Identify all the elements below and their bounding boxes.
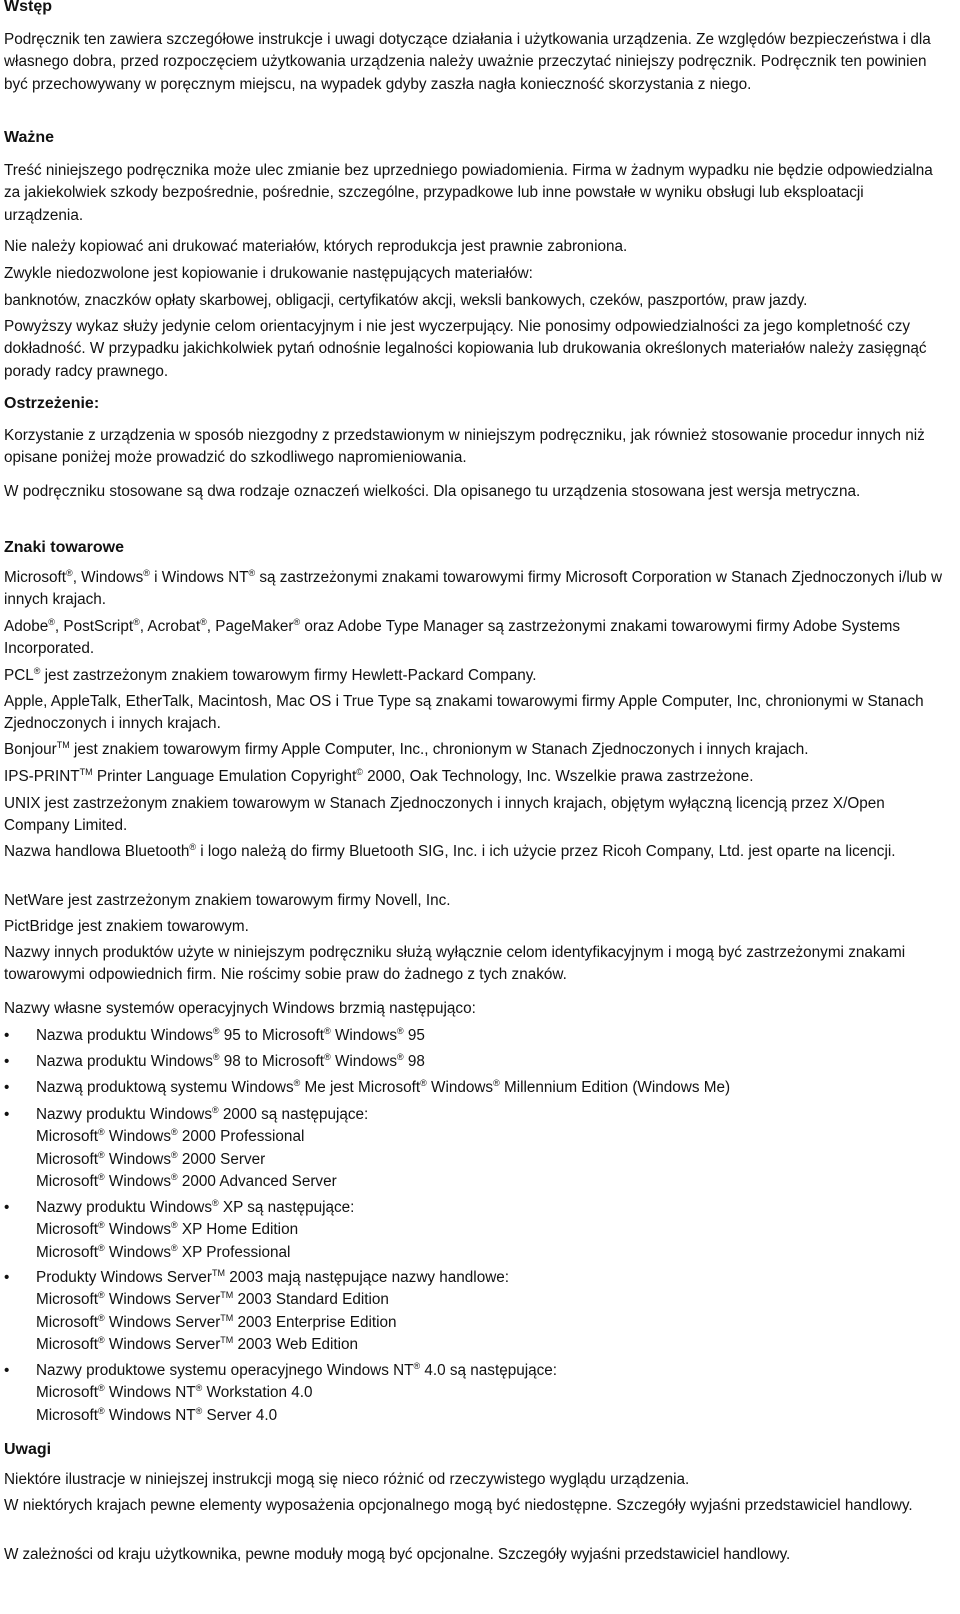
trademark-apple: Apple, AppleTalk, EtherTalk, Macintosh, Mac OS i True Type są znakami towarowymi firmy Apple Computer, Inc, chronionymi w Stanach Zjednoczonych i innych krajach. [4,693,924,733]
paragraph-wazne-3: Zwykle niedozwolone jest kopiowanie i drukowanie następujących materiałów: [4,265,533,282]
heading-wstep: Wstęp [4,0,52,15]
paragraph-uwagi-1: Niektóre ilustracje w niniejszej instrukcji mogą się nieco różnić od rzeczywistego wyglądu urządzenia. [4,1471,690,1488]
registered-mark: ® [133,617,140,627]
trademark-ips-print: IPS-PRINT™ Printer Language Emulation Copyright© 2000, Oak Technology, Inc. Wszelkie prawa zastrzeżone. [4,767,754,785]
trademark-pictbridge: PictBridge jest znakiem towarowym. [4,918,249,935]
copyright-mark: © [356,767,363,777]
registered-mark: ® [200,617,207,627]
windows-names-intro: Nazwy własne systemów operacyjnych Windows brzmią następująco: [4,1000,476,1017]
registered-mark: ® [248,568,256,578]
registered-mark: ® [189,842,197,852]
registered-mark: ® [48,617,55,627]
heading-uwagi: Uwagi [4,1441,52,1458]
registered-mark: ® [143,568,150,578]
bullet: • [4,1362,10,1379]
paragraph-ostrzezenie-2: W podręczniku stosowane są dwa rodzaje oznaczeń wielkości. Dla opisanego tu urządzenia stosowana jest wersja metryczna. [4,483,861,500]
trademark-mark: TM [79,767,93,777]
paragraph-ostrzezenie-1: Korzystanie z urządzenia w sposób niezgodny z przedstawionym w niniejszym podręczniku, jak również stosowanie procedur innych niż opisane poniżej może prowadzić do szkodliwego napromieniowania. [4,427,925,467]
heading-znaki-towarowe: Znaki towarowe [4,539,125,556]
trademark-mark: TM [56,740,70,750]
trademark-bonjour: Bonjour™ jest znakiem towarowym firmy Apple Computer, Inc., chronionym w Stanach Zjednoczonych i innych krajach. [4,740,809,758]
bullet: • [4,1106,10,1123]
trademark-other-products: Nazwy innych produktów użyte w niniejszym podręczniku służą wyłącznie celom identyfikacyjnym i mogą być zastrzeżonymi znakami towarowymi odpowiednich firm. Nie rościmy sobie praw do żadnego z tych znaków. [4,944,906,984]
trademark-netware: NetWare jest zastrzeżonym znakiem towarowym firmy Novell, Inc. [4,892,451,909]
trademark-microsoft: Microsoft®, Windows® i Windows NT® są zastrzeżonymi znakami towarowymi firmy Microsoft Corporation w Stanach Zjednoczonych i/lub w innych krajach. [4,568,943,609]
paragraph-wazne-2: Nie należy kopiować ani drukować materiałów, których reprodukcja jest prawnie zabroniona. [4,238,628,255]
paragraph-uwagi-2: W niektórych krajach pewne elementy wyposażenia opcjonalnego mogą być niedostępne. Szczegóły wyjaśni przedstawiciel handlowy. [4,1497,913,1514]
document-page: Wstęp Podręcznik ten zawiera szczegółowe instrukcje i uwagi dotyczące działania i użytkowania urządzenia. Ze względów bezpieczeństwa i dla własnego dobra, przed rozpoczęciem użytkowania urządzenia należy uważnie przeczytać niniejszy podręcznik. Podręcznik ten powinien być przechowywany w poręcznym miejscu, na wypadek gdyby zaszła nagła konieczność skorzystania z niego. Ważne Treść niniejszego podręcznika może ulec zmianie bez uprzedniego powiadomienia. Firma w żadnym wypadku nie będzie odpowiedzialna za jakiekolwiek szkody bezpośrednie, pośrednie, szczególne, przypadkowe lub inne powstałe w wyniku obsługi lub eksploatacji urządzenia. Nie należy kopiować ani drukować materiałów, których reprodukcja jest prawnie zabroniona. Zwykle niedozwolone jest kopiowanie i drukowanie następujących materiałów: banknotów, znaczków opłaty skarbowej, obligacji, certyfikatów akcji, weksli bankowych, czeków, paszportów, praw jazdy. Powyższy wykaz służy jedynie celom orientacyjnym i nie jest wyczerpujący. Nie ponosimy odpowiedzialności za jego kompletność czy dokładność. W przypadku jakichkolwiek pytań odnośnie legalności kopiowania lub drukowania określonych materiałów należy zasięgnąć porady radcy prawnego. Ostrzeżenie: Korzystanie z urządzenia w sposób niezgodny z przedstawionym w niniejszym podręczniku, jak również stosowanie procedur innych niż opisane poniżej może prowadzić do szkodliwego napromieniowania. W podręczniku stosowane są dwa rodzaje oznaczeń wielkości. Dla opisanego tu urządzenia stosowana jest wersja metryczna. Znaki towarowe Microsoft®, Windows® i Windows NT® są zastrzeżonymi znakami towarowymi firmy Microsoft Corporation w Stanach Zjednoczonych i/lub w innych krajach. Adobe®, PostScript®, Acrobat®, PageMaker® oraz Adobe Type Manager są zastrzeżonymi znakami towarowymi firmy Adobe Systems Incorporated. PCL® jest zastrzeżonym znakiem towarowym firmy Hewlett-Packard Company. Apple, AppleTalk, EtherTalk, Macintosh, Mac OS i True Type są znakami towarowymi firmy Apple Computer, Inc, chronionymi w Stanach Zjednoczonych i innych krajach. Bonjour™ jest znakiem towarowym firmy Apple Computer, Inc., chronionym w Stanach Zjednoczonych i innych krajach. IPS-PRINT™ Printer Language Emulation Copyright© 2000, Oak Technology, Inc. Wszelkie prawa zastrzeżone. UNIX jest zastrzeżonym znakiem towarowym w Stanach Zjednoczonych i innych krajach, objętym wyłączną licencją przez X/Open Company Limited. Nazwa handlowa Bluetooth® i logo należą do firmy Bluetooth SIG, Inc. i ich użycie przez Ricoh Company, Ltd. jest oparte na licencji. NetWare jest zastrzeżonym znakiem towarowym firmy Novell, Inc. PictBridge jest znakiem towarowym. Nazwy innych produktów użyte w niniejszym podręczniku służą wyłącznie celom identyfikacyjnym i mogą być zastrzeżonymi znakami towarowymi odpowiednich firm. Nie rościmy sobie praw do żadnego z tych znaków. Nazwy własne systemów operacyjnych Windows brzmią następująco: • Nazwa produktu Windows® 95 to Microsoft® Windows® 95 • Nazwa produktu Windows® 98 to Microsoft® Windows® 98 • Nazwą produktową systemu Windows® Me jest Microsoft® Windows® Millennium Edition (Windows Me) • Nazwy produktu Windows® 2000 są następujące: Microsoft® Windows® 2000 Professional Microsoft® Windows® 2000 Server Microsoft® Windows® 2000 Advanced Server • Nazwy produktu Windows® XP są następujące: Microsoft® Windows® XP Home Edition Microsoft® Windows® XP Professional • Produkty Windows Server™ 2003 mają następujące nazwy handlowe: Microsoft® Windows Server™ 2003 Standard Edition Microsoft® Windows Server™ 2003 Enterprise Edition Microsoft® Windows Server™ 2003 Web Edition • Nazwy produktowe systemu operacyjnego Windows NT® 4.0 są następujące: Microsoft® Windows NT® Workstation 4.0 Microsoft® Windows NT® Server 4.0 Uwagi Niektóre ilustracje w niniejszej instrukcji mogą się nieco różnić od rzeczywistego wyglądu urządzenia. W niektórych krajach pewne elementy wyposażenia opcjonalnego mogą być niedostępne. Szczegóły wyjaśni przedstawiciel handlowy. W zależności od kraju użytkownika, pewne moduły mogą być opcjonalne. Szczegóły wyjaśni przedstawiciel handlowy. [0,0,960,1614]
paragraph-uwagi-3: W zależności od kraju użytkownika, pewne moduły mogą być opcjonalne. Szczegóły wyjaśni przedstawiciel handlowy. [4,1546,791,1563]
registered-mark: ® [33,666,41,676]
trademark-unix: UNIX jest zastrzeżonym znakiem towarowym w Stanach Zjednoczonych i innych krajach, objętym wyłączną licencją przez X/Open Company Limited. [4,795,885,835]
paragraph-wazne-4: banknotów, znaczków opłaty skarbowej, obligacji, certyfikatów akcji, weksli bankowych, czeków, paszportów, praw jazdy. [4,292,808,309]
heading-ostrzezenie: Ostrzeżenie: [4,395,100,412]
bullet: • [4,1027,10,1044]
paragraph-wstep: Podręcznik ten zawiera szczegółowe instrukcje i uwagi dotyczące działania i użytkowania urządzenia. Ze względów bezpieczeństwa i dla własnego dobra, przed rozpoczęciem użytkowania urządzenia należy uważnie przeczytać niniejszy podręcznik. Podręcznik ten powinien być przechowywany w poręcznym miejscu, na wypadek gdyby zaszła nagła konieczność skorzystania z niego. [4,31,931,93]
trademark-bluetooth: Nazwa handlowa Bluetooth® i logo należą do firmy Bluetooth SIG, Inc. i ich użycie przez Ricoh Company, Ltd. jest oparte na licencji. [4,842,896,860]
trademark-adobe: Adobe®, PostScript®, Acrobat®, PageMaker® oraz Adobe Type Manager są zastrzeżonymi znakami towarowymi firmy Adobe Systems Incorporated. [4,617,901,658]
registered-mark: ® [66,568,73,578]
bullet: • [4,1079,10,1096]
bullet: • [4,1199,10,1216]
registered-mark: ® [293,617,301,627]
bullet: • [4,1053,10,1070]
paragraph-wazne-5: Powyższy wykaz służy jedynie celom orientacyjnym i nie jest wyczerpujący. Nie ponosimy odpowiedzialności za jego kompletność czy dokładność. W przypadku jakichkolwiek pytań odnośnie legalności kopiowania lub drukowania określonych materiałów należy zasięgnąć porady radcy prawnego. [4,318,927,380]
heading-wazne: Ważne [4,129,55,146]
bullet: • [4,1269,10,1286]
paragraph-wazne-1: Treść niniejszego podręcznika może ulec zmianie bez uprzedniego powiadomienia. Firma w żadnym wypadku nie będzie odpowiedzialna za jakiekolwiek szkody bezpośrednie, pośrednie, szczególne, przypadkowe lub inne powstałe w wyniku obsługi lub eksploatacji urządzenia. [4,162,933,224]
trademark-pcl: PCL® jest zastrzeżonym znakiem towarowym firmy Hewlett-Packard Company. [4,666,537,684]
